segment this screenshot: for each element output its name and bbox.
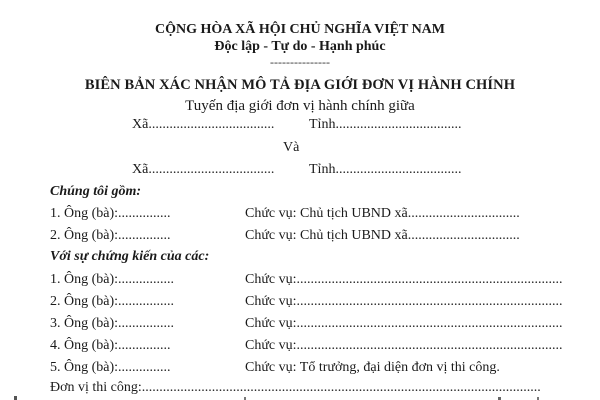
conjunction: Và <box>283 140 300 155</box>
witness-position-field: Chức vụ:............................................................................ <box>245 294 563 309</box>
witness-name-field: 4. Ông (bà):............... <box>50 338 171 353</box>
motto: Độc lập - Tự do - Hạnh phúc <box>214 39 386 54</box>
witness-position-field: Chức vụ: Tổ trưởng, đại diện đơn vị thi công. <box>245 360 500 375</box>
cutoff-text-line <box>0 396 600 400</box>
witness-name-field: 5. Ông (bà):............... <box>50 360 171 375</box>
member-name-field: 2. Ông (bà):............... <box>50 228 171 243</box>
members-heading: Chúng tôi gồm: <box>50 184 142 199</box>
party-b-commune-field: Xã.................................... <box>132 162 275 177</box>
witness-position-field: Chức vụ:............................................................................ <box>245 316 563 331</box>
party-a-commune-field: Xã.................................... <box>132 117 275 132</box>
witnesses-heading: Với sự chứng kiến của các: <box>50 249 210 264</box>
separator: --------------- <box>270 55 330 69</box>
witness-name-field: 2. Ông (bà):................ <box>50 294 175 309</box>
witness-name-field: 3. Ông (bà):................ <box>50 316 175 331</box>
document-subtitle: Tuyến địa giới đơn vị hành chính giữa <box>185 98 415 114</box>
member-position-field: Chức vụ: Chủ tịch UBND xã................................ <box>245 228 520 243</box>
document-title: BIÊN BẢN XÁC NHẬN MÔ TẢ ĐỊA GIỚI ĐƠN VỊ HÀNH CHÍNH <box>84 77 516 93</box>
contractor-field: Đơn vị thi công:.................................................................................................................. <box>50 380 541 395</box>
member-name-field: 1. Ông (bà):............... <box>50 206 171 221</box>
nation-heading: CỘNG HÒA XÃ HỘI CHỦ NGHĨA VIỆT NAM <box>154 22 445 37</box>
witness-position-field: Chức vụ:............................................................................ <box>245 338 563 353</box>
party-b-province-field: Tỉnh.................................... <box>309 162 462 177</box>
witness-position-field: Chức vụ:............................................................................ <box>245 272 563 287</box>
party-a-province-field: Tỉnh.................................... <box>309 117 462 132</box>
member-position-field: Chức vụ: Chủ tịch UBND xã................................ <box>245 206 520 221</box>
witness-name-field: 1. Ông (bà):................ <box>50 272 175 287</box>
